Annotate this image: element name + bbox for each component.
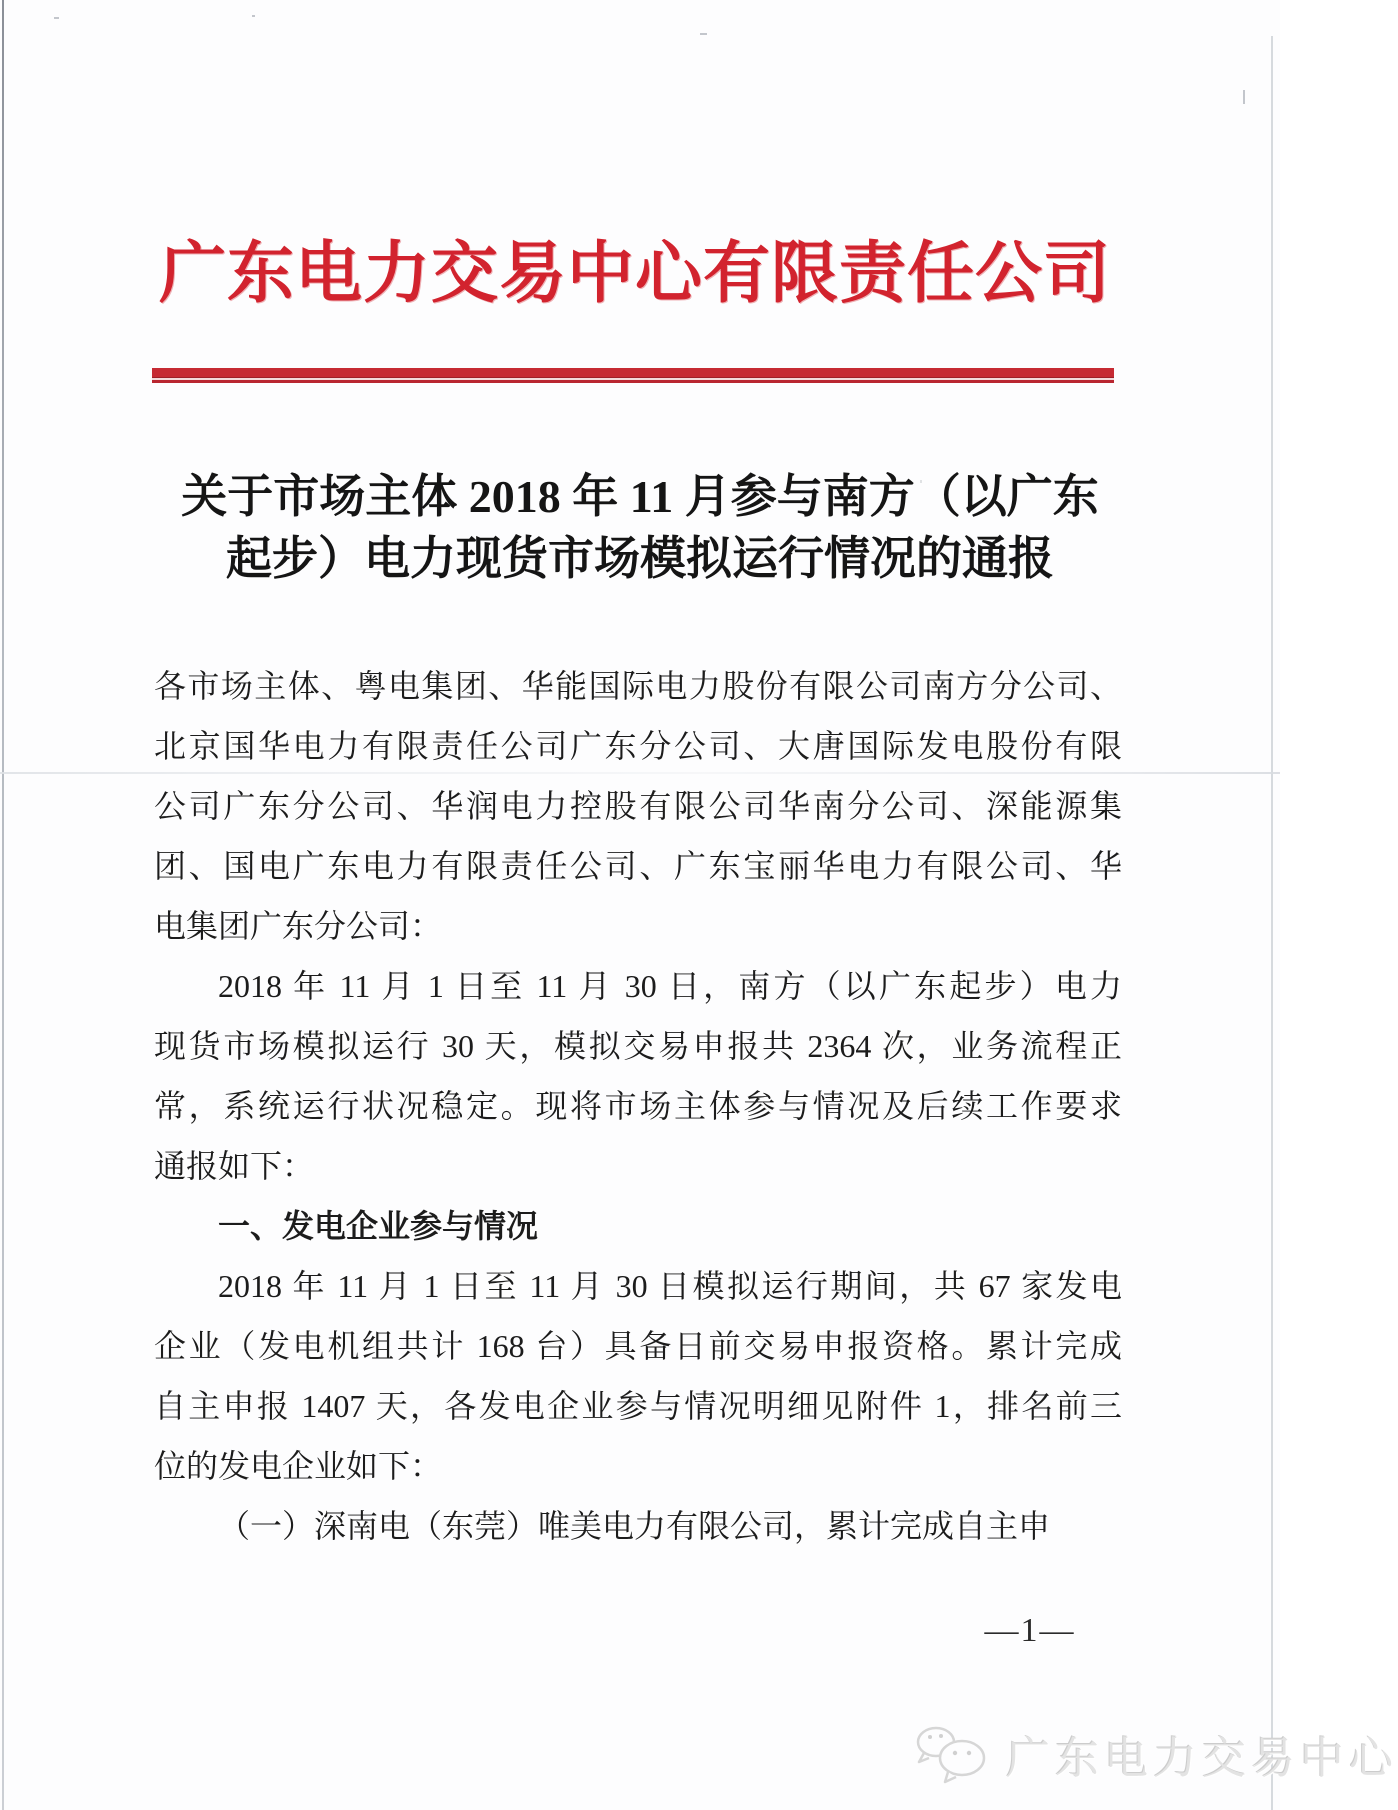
body-line: 2018 年 11 月 1 日至 11 月 30 日模拟运行期间，共 67 家发电: [218, 1268, 1122, 1304]
page-number: —1—: [984, 1612, 1076, 1649]
body-line: 团、国电广东电力有限责任公司、广东宝丽华电力有限公司、华: [154, 848, 1122, 884]
separator-rule-thick: [152, 368, 1114, 378]
body-line: 各市场主体、粤电集团、华能国际电力股份有限公司南方分公司、: [154, 668, 1122, 704]
body-line: 现货市场模拟运行 30 天，模拟交易申报共 2364 次，业务流程正: [154, 1028, 1122, 1064]
scan-speck: [1243, 90, 1245, 104]
document-title-line-1: 关于市场主体 2018 年 11 月参与南方（以广东: [181, 471, 1099, 522]
wechat-watermark: [912, 1722, 1398, 1786]
scan-edge-left-line: [2, 0, 4, 1810]
scan-speck: [700, 33, 707, 35]
document-title-line-2: 起步）电力现货市场模拟运行情况的通报: [226, 533, 1054, 584]
body-line: 常，系统运行状况稳定。现将市场主体参与情况及后续工作要求: [154, 1088, 1122, 1124]
body-line: 一、发电企业参与情况: [218, 1208, 539, 1244]
body-line: 2018 年 11 月 1 日至 11 月 30 日，南方（以广东起步）电力: [218, 968, 1122, 1004]
body-line: 通报如下：: [154, 1148, 315, 1184]
scan-speck: [54, 17, 59, 19]
body-line: 企业（发电机组共计 168 台）具备日前交易申报资格。累计完成: [154, 1328, 1122, 1364]
watermark-label: 广东电力交易中心: [1006, 1734, 1398, 1783]
body-line: 位的发电企业如下：: [154, 1448, 443, 1484]
document-body: [154, 656, 1122, 1556]
body-line: （一）深南电（东莞）唯美电力有限公司，累计完成自主申: [218, 1508, 1051, 1544]
body-line: 北京国华电力有限责任公司广东分公司、大唐国际发电股份有限: [154, 728, 1122, 764]
document-title: [100, 466, 1180, 590]
body-line: 自主申报 1407 天，各发电企业参与情况明细见附件 1，排名前三: [154, 1388, 1122, 1424]
letterhead-separator-rule: [152, 368, 1114, 383]
scan-speck: [252, 15, 255, 17]
body-line: 公司广东分公司、华润电力控股有限公司华南分公司、深能源集: [154, 788, 1122, 824]
separator-rule-thin: [152, 380, 1114, 383]
wechat-icon: [912, 1722, 994, 1786]
body-line: 电集团广东分公司：: [154, 908, 443, 944]
letterhead-organization-name: 广东电力交易中心有限责任公司: [159, 237, 1111, 311]
scan-edge-right-line: [1271, 36, 1273, 1810]
